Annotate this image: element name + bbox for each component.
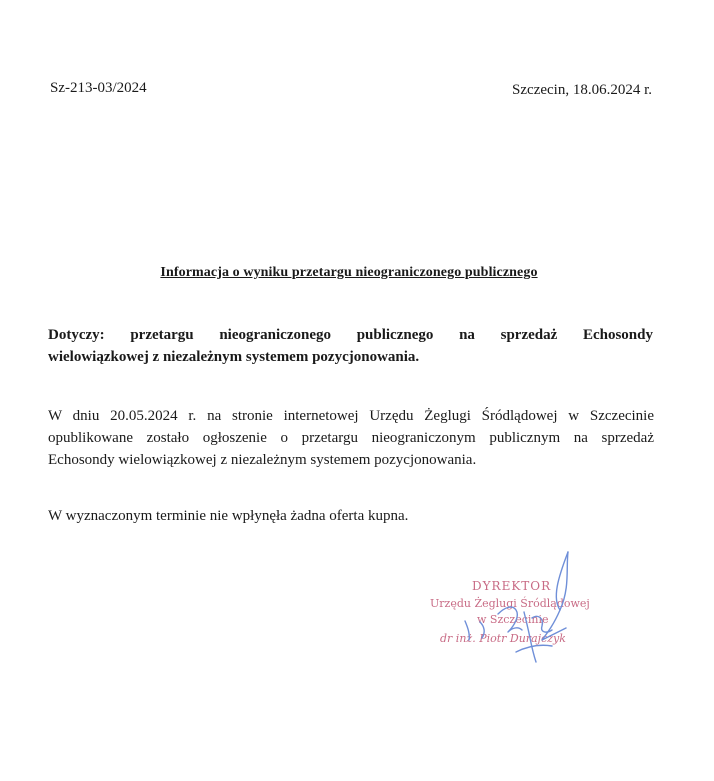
body-paragraph-2: W wyznaczonym terminie nie wpłynęła żadna oferta kupna.	[48, 508, 409, 524]
handwritten-signature	[420, 548, 620, 678]
stamp-office: Urzędu Żeglugi Śródlądowej	[430, 597, 590, 610]
paragraph-line-2: opublikowane zostało ogłoszenie o przetargu nieograniczonym publicznym na sprzedaż	[48, 430, 654, 446]
subject-line-2: wielowiązkowej z niezależnym systemem pozycjonowania.	[48, 349, 420, 365]
stamp-name: dr inż. Piotr Durajczyk	[440, 632, 566, 645]
place-and-date: Szczecin, 18.06.2024 r.	[512, 82, 652, 98]
paragraph-line-3: Echosondy wielowiązkowej z niezależnym systemem pozycjonowania.	[48, 452, 477, 468]
stamp-city: w Szczecinie	[477, 613, 549, 626]
body-paragraph-1	[48, 405, 654, 471]
paragraph-line-1: W dniu 20.05.2024 r. na stronie internetowej Urzędu Żeglugi Śródlądowej w Szczecinie	[48, 408, 654, 424]
subject-line-1: Dotyczy: przetargu nieograniczonego publicznego na sprzedaż Echosondy	[48, 327, 653, 343]
document-title	[0, 265, 714, 281]
stamp-role: DYREKTOR	[472, 579, 552, 593]
document-title-text: Informacja o wyniku przetargu nieograniczonego publicznego	[160, 265, 538, 280]
subject-block	[48, 324, 653, 368]
reference-number: Sz-213-03/2024	[50, 80, 147, 96]
